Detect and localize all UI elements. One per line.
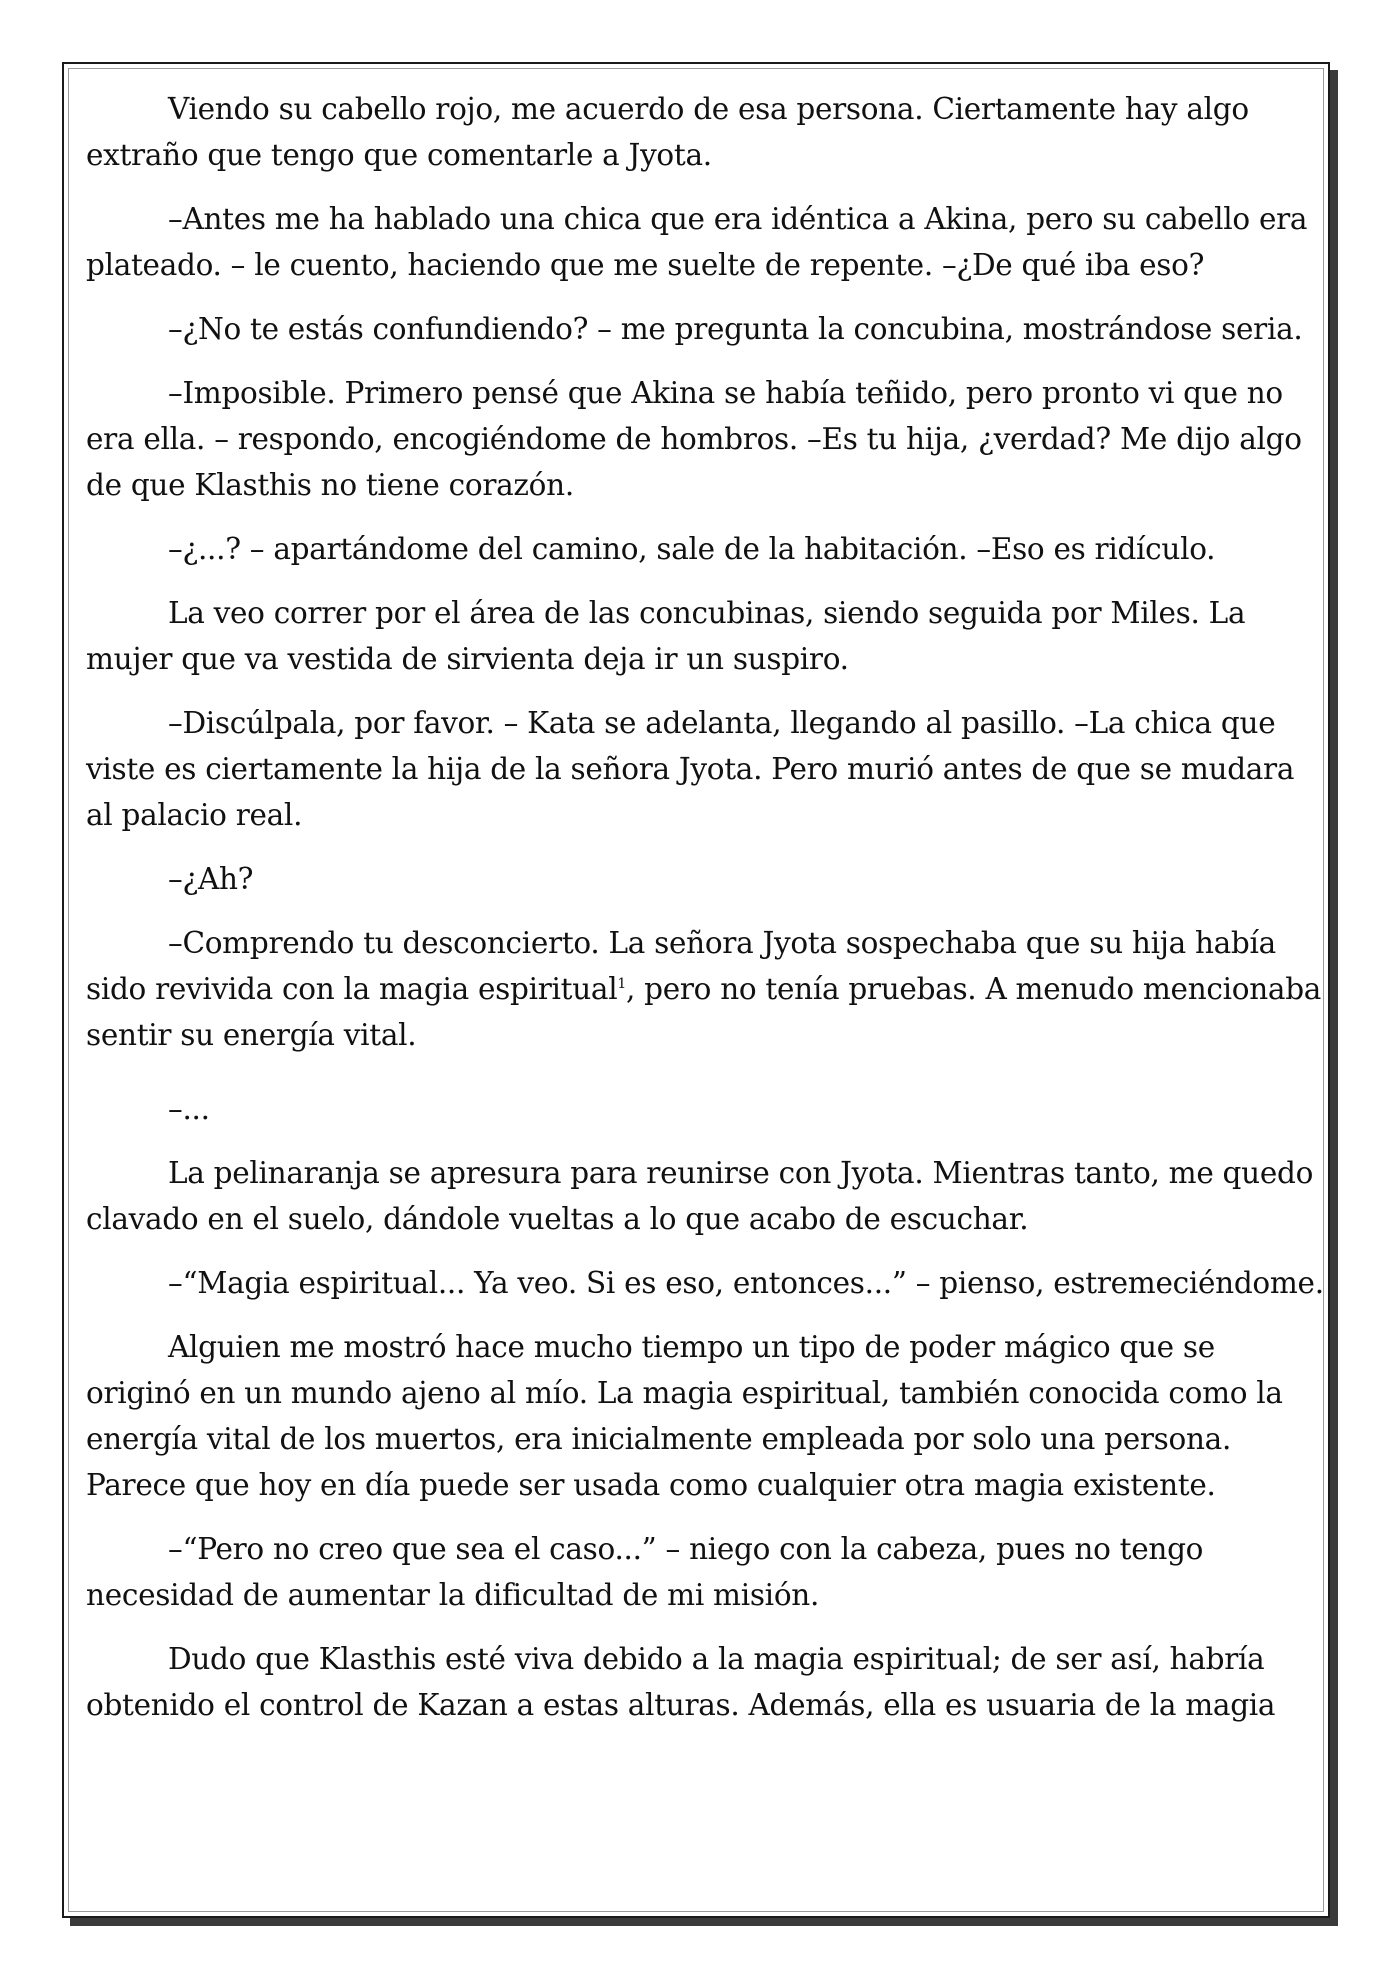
paragraph: La veo correr por el área de las concubinas, siendo seguida por Miles. La mujer que va vestida de sirvienta deja ir un suspiro.	[86, 596, 1246, 676]
document-body	[86, 86, 1326, 1746]
paragraph: –Imposible. Primero pensé que Akina se había teñido, pero pronto vi que no era ella. – respondo, encogiéndome de hombros. –Es tu hija, ¿verdad? Me dijo algo de que Klasthis no tiene corazón.	[86, 376, 1302, 502]
page-frame	[62, 62, 1330, 1918]
footnote-marker[interactable]: 1	[617, 976, 626, 993]
paragraph: –¿No te estás confundiendo? – me pregunta la concubina, mostrándose seria.	[168, 312, 1303, 346]
paragraph: –Discúlpala, por favor. – Kata se adelanta, llegando al pasillo. –La chica que viste es ciertamente la hija de la señora Jyota. Pero murió antes de que se mudara al palacio real.	[86, 706, 1295, 832]
paragraph-with-footnote	[86, 920, 1326, 1058]
paragraph: –¿...? – apartándome del camino, sale de la habitación. –Eso es ridículo.	[168, 532, 1216, 566]
paragraph: –“Magia espiritual... Ya veo. Si es eso, entonces...” – pienso, estremeciéndome.	[168, 1266, 1324, 1300]
paragraph: –“Pero no creo que sea el caso...” – niego con la cabeza, pues no tengo necesidad de aumentar la dificultad de mi misión.	[86, 1532, 1204, 1612]
paragraph: La pelinaranja se apresura para reunirse con Jyota. Mientras tanto, me quedo clavado en el suelo, dándole vueltas a lo que acabo de escuchar.	[86, 1156, 1314, 1236]
paragraph: Alguien me mostró hace mucho tiempo un tipo de poder mágico que se originó en un mundo ajeno al mío. La magia espiritual, también conocida como la energía vital de los muertos, era inicialmente empleada por solo una persona. Parece que hoy en día puede ser usada como cualquier otra magia existente.	[86, 1330, 1283, 1502]
paragraph: Dudo que Klasthis esté viva debido a la magia espiritual; de ser así, habría obtenido el control de Kazan a estas alturas. Además, ella es usuaria de la magia	[86, 1642, 1276, 1722]
paragraph-text-after-footnote: , pero no tenía pruebas. A menudo mencionaba sentir su energía vital.	[86, 972, 1322, 1052]
paragraph: –Antes me ha hablado una chica que era idéntica a Akina, pero su cabello era plateado. – le cuento, haciendo que me suelte de repente. –¿De qué iba eso?	[86, 202, 1308, 282]
paragraph-text-before-footnote: –Comprendo tu desconcierto. La señora Jyota sospechaba que su hija había sido revivida con la magia espiritual	[86, 926, 1276, 1006]
paragraph: –¿Ah?	[168, 862, 254, 896]
paragraph: –...	[168, 1092, 210, 1126]
paragraph: Viendo su cabello rojo, me acuerdo de esa persona. Ciertamente hay algo extraño que tengo que comentarle a Jyota.	[86, 92, 1249, 172]
